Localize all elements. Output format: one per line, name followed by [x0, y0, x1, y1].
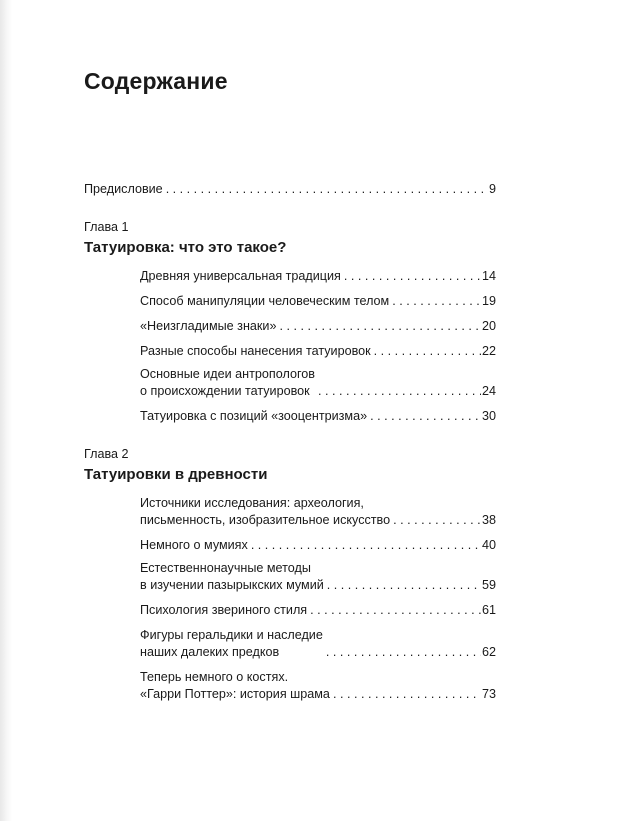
toc-entry-title: Татуировка с позиций «зооцентризма»	[140, 409, 368, 423]
toc-entry-title: Теперь немного о костях. «Гарри Поттер»: история шрама	[140, 670, 330, 701]
toc-entry[interactable]	[140, 293, 496, 310]
chapter-label: Глава 2	[84, 447, 129, 461]
toc-entry[interactable]	[140, 318, 496, 335]
toc-entry[interactable]	[140, 268, 496, 285]
toc-entry-title: «Неизгладимые знаки»	[140, 319, 277, 333]
toc-entry[interactable]	[140, 627, 496, 661]
toc-entry-page: 38	[481, 513, 496, 527]
toc-entry-title: Психология звериного стиля	[140, 603, 308, 617]
leader-dots	[344, 268, 481, 285]
toc-entry-title: Способ манипуляции человеческим телом	[140, 294, 390, 308]
toc-entry[interactable]	[140, 560, 496, 594]
toc-entry-title: Источники исследования: археология, письменность, изобразительное искусство	[140, 496, 391, 527]
toc-entry-page: 61	[481, 603, 496, 617]
toc-entry-page: 40	[481, 538, 496, 552]
toc-entry-preface[interactable]	[84, 181, 496, 198]
toc-entry-title: Разные способы нанесения татуировок	[140, 344, 371, 358]
toc-entry-page: 59	[481, 578, 496, 592]
toc-entry-page: 19	[481, 294, 496, 308]
toc-entry-page: 73	[481, 687, 496, 701]
page-title: Содержание	[84, 68, 228, 94]
toc-entry-page: 14	[481, 269, 496, 283]
toc-entry-title: Фигуры геральдики и наследие наших далеких предков	[140, 628, 323, 659]
toc-entry-page: 22	[481, 344, 496, 358]
toc-entry-title: Естественнонаучные методы в изучении пазырыкских мумий	[140, 561, 324, 592]
toc-entry-title: Древняя универсальная традиция	[140, 269, 341, 283]
toc-entry-page: 30	[481, 409, 496, 423]
toc-entry[interactable]	[140, 537, 496, 554]
leader-dots	[374, 343, 481, 360]
toc-entry-page: 9	[488, 182, 496, 196]
leader-dots	[392, 293, 481, 310]
leader-dots	[310, 602, 481, 619]
toc-entry[interactable]	[140, 495, 496, 529]
toc-entry[interactable]	[140, 408, 496, 425]
leader-dots	[393, 512, 481, 529]
leader-dots	[327, 577, 481, 594]
toc-entry[interactable]	[140, 366, 496, 400]
toc-entry-page: 62	[481, 645, 496, 659]
toc-entry-title: Предисловие	[84, 182, 163, 196]
leader-dots	[333, 686, 481, 703]
page-edge-shadow	[0, 0, 12, 821]
leader-dots	[279, 318, 481, 335]
toc-entry[interactable]	[140, 669, 496, 703]
leader-dots	[326, 644, 481, 661]
toc-entry-title: Немного о мумиях	[140, 538, 248, 552]
chapter-title: Татуировка: что это такое?	[84, 239, 287, 256]
toc-entry-page: 20	[481, 319, 496, 333]
toc-page	[84, 0, 496, 821]
leader-dots	[166, 181, 488, 198]
leader-dots	[370, 408, 481, 425]
chapter-title: Татуировки в древности	[84, 466, 268, 483]
toc-entry[interactable]	[140, 343, 496, 360]
leader-dots	[251, 537, 481, 554]
toc-entry[interactable]	[140, 602, 496, 619]
toc-entry-page: 24	[481, 384, 496, 398]
toc-entry-title: Основные идеи антропологов о происхождении татуировок	[140, 367, 315, 398]
leader-dots	[318, 383, 481, 400]
chapter-label: Глава 1	[84, 220, 129, 234]
